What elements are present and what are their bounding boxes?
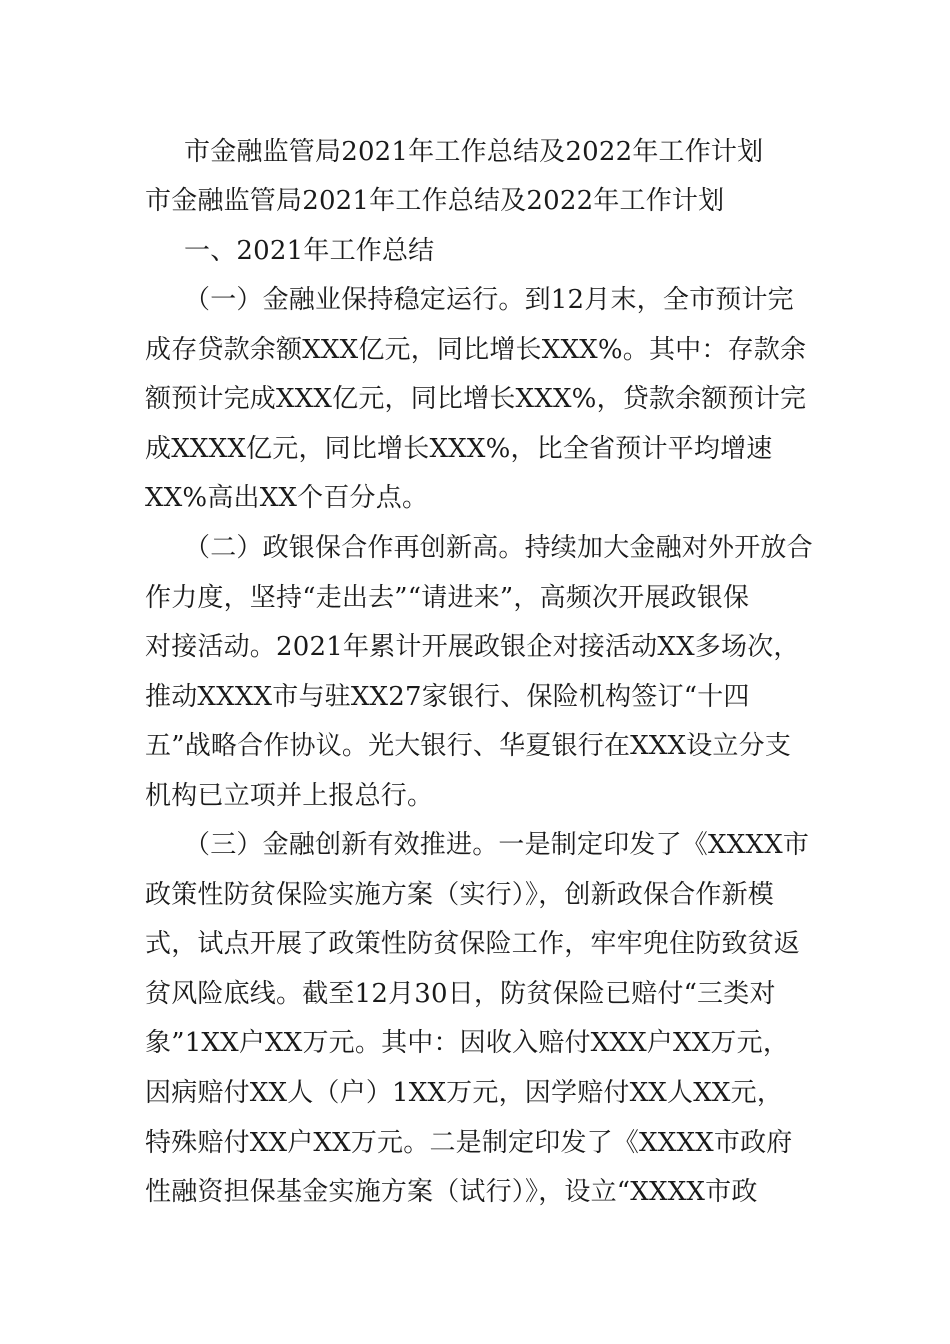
paragraph-line: 成XXXX亿元，同比增长XXX%，比全省预计平均增速: [145, 434, 773, 464]
paragraph-line: （一）金融业保持稳定运行。到12月末，全市预计完: [184, 285, 794, 315]
paragraph-line: 象”1XX户XX万元。其中：因收入赔付XXX户XX万元，: [145, 1028, 790, 1058]
paragraph-line: 式，试点开展了政策性防贫保险工作，牢牢兜住防致贫返: [145, 929, 801, 959]
paragraph-line: （二）政银保合作再创新高。持续加大金融对外开放合: [184, 533, 813, 563]
paragraph-line: 性融资担保基金实施方案（试行）》，设立“XXXX市政: [145, 1177, 758, 1207]
paragraph-line: 作力度，坚持“走出去”“请进来”，高频次开展政银保: [145, 583, 750, 613]
paragraph-line: 五”战略合作协议。光大银行、华夏银行在XXX设立分支: [145, 731, 792, 761]
paragraph-line: （三）金融创新有效推进。一是制定印发了《XXXX市: [184, 830, 810, 860]
paragraph-line: 成存贷款余额XXX亿元，同比增长XXX%。其中：存款余: [145, 335, 807, 365]
paragraph-line: 因病赔付XX人（户）1XX万元，因学赔付XX人XX元，: [145, 1078, 784, 1108]
paragraph-line: 特殊赔付XX户XX万元。二是制定印发了《XXXX市政府: [145, 1128, 793, 1158]
paragraph-line: 额预计完成XXX亿元，同比增长XXX%，贷款余额预计完: [145, 384, 807, 414]
paragraph-line: 政策性防贫保险实施方案（实行）》，创新政保合作新模: [145, 880, 775, 910]
paragraph-line: 贫风险底线。截至12月30日，防贫保险已赔付“三类对: [145, 979, 776, 1009]
section-heading: 一、2021年工作总结: [184, 236, 435, 266]
document-heading: 市金融监管局2021年工作总结及2022年工作计划: [184, 137, 764, 167]
paragraph-line: 推动XXXX市与驻XX27家银行、保险机构签订“十四: [145, 682, 750, 712]
paragraph-line: 对接活动。2021年累计开展政银企对接活动XX多场次，: [145, 632, 800, 662]
paragraph-line: 机构已立项并上报总行。: [145, 781, 434, 811]
paragraph-line: XX%高出XX个百分点。: [145, 483, 429, 513]
document-subheading: 市金融监管局2021年工作总结及2022年工作计划: [145, 186, 725, 216]
